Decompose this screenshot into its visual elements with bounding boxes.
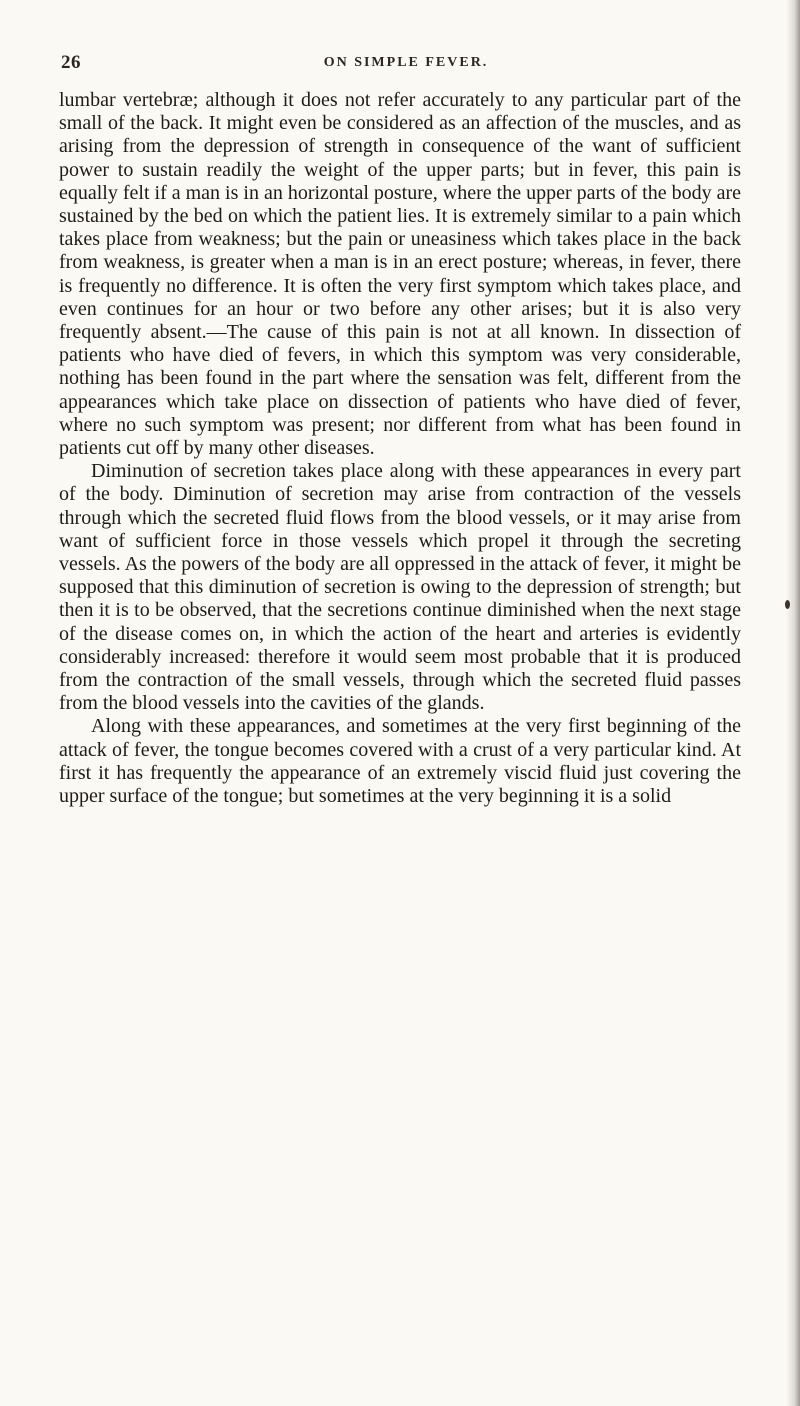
body-text [59,89,741,808]
paragraph-tongue: Along with these appearances, and sometimes at the very first beginning of the attack of fever, the tongue becomes covered with a crust of a very particular kind. At first it has frequently the appearance of an extremely viscid fluid just covering the upper surface of the tongue; but sometimes at the very beginning it is a solid [59,715,741,808]
page-edge-shadow [786,0,800,1406]
page-number: 26 [61,52,81,73]
paragraph-secretion: Diminution of secretion takes place along with these appearances in every part of the body. Diminution of secretion may arise from contraction of the vessels through which the secreted fluid flows from the blood vessels, or it may arise from want of sufficient force in those vessels which propel it through the secreting vessels. As the powers of the body are all oppressed in the attack of fever, it might be supposed that this diminution of secretion is owing to the depression of strength; but then it is to be observed, that the secretions continue diminished when the next stage of the disease comes on, in which the action of the heart and arteries is evidently considerably increased: therefore it would seem most probable that it is produced from the contraction of the small vessels, through which the secreted fluid passes from the blood vessels into the cavities of the glands. [59,460,741,715]
paragraph-continued: lumbar vertebræ; although it does not refer accurately to any particular part of the small of the back. It might even be considered as an affection of the muscles, and as arising from the depression of strength in consequence of the want of sufficient power to sustain readily the weight of the upper parts; but in fever, this pain is equally felt if a man is in an horizontal posture, where the upper parts of the body are sustained by the bed on which the patient lies. It is extremely similar to a pain which takes place from weakness; but the pain or uneasiness which takes place in the back from weakness, is greater when a man is in an erect posture; whereas, in fever, there is frequently no difference. It is often the very first symptom which takes place, and even continues for an hour or two before any other arises; but it is also very frequently absent.—The cause of this pain is not at all known. In dissection of patients who have died of fevers, in which this symptom was very considerable, nothing has been found in the part where the sensation was felt, different from the appearances which take place on dissection of patients who have died of fever, where no such symptom was present; nor different from what has been found in patients cut off by many other diseases. [59,89,741,460]
running-head: ON SIMPLE FEVER. [323,55,489,70]
page-header [61,52,751,78]
